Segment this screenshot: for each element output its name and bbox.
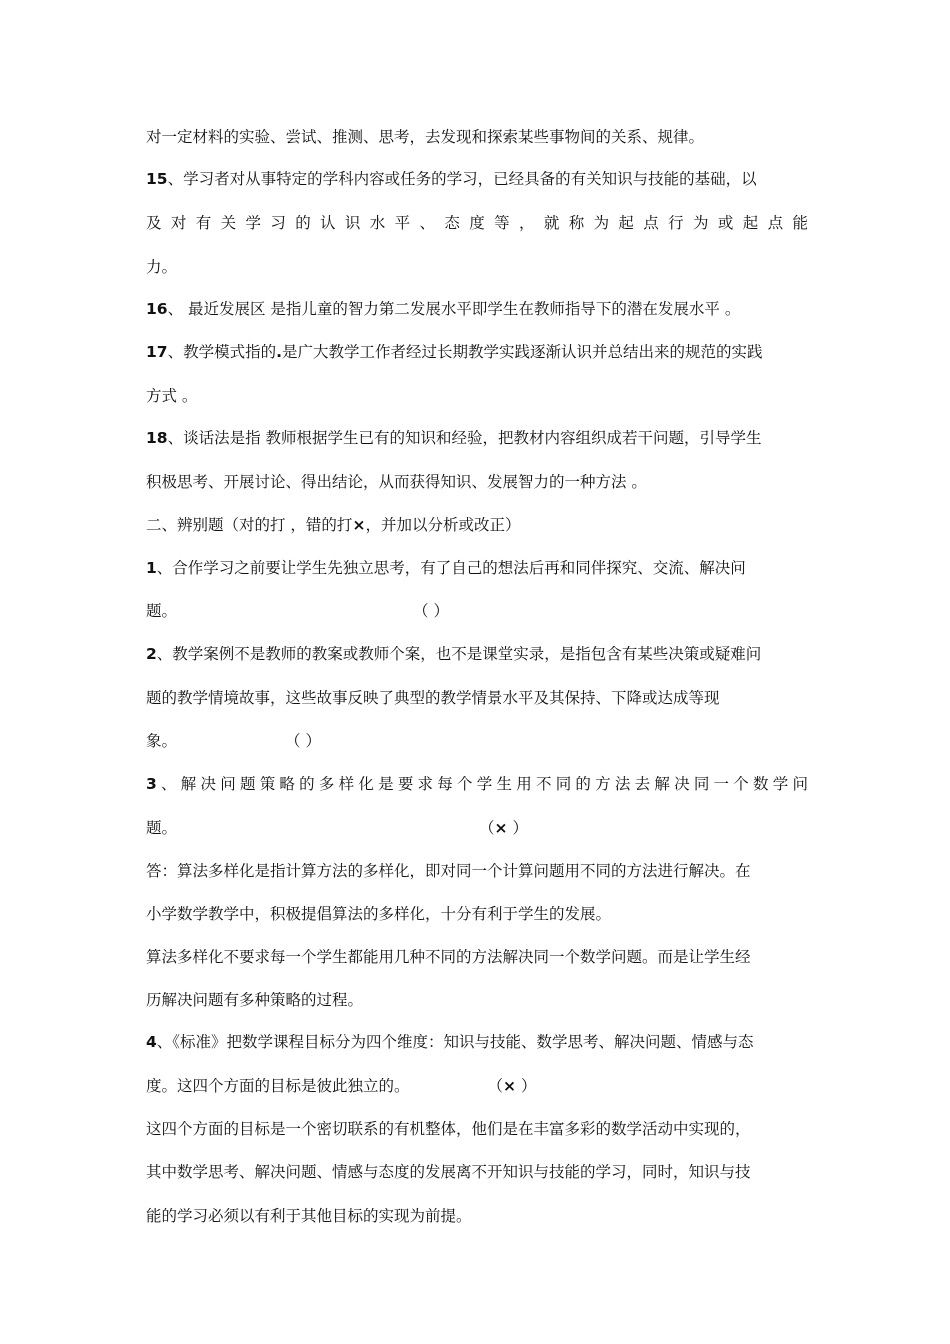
text-line: 题的教学情境故事，这些故事反映了典型的教学情景水平及其保持、下降或达成等现 <box>146 689 720 707</box>
text-line: 象。 （ ） <box>146 732 321 750</box>
text-line: 及对有关学习的认识水平、态度等，就称为起点行为或起点能 <box>146 214 808 232</box>
section-heading: 二、辨别题（对的打 ，错的打×，并加以分析或改正） <box>146 516 521 534</box>
cross-mark: × <box>352 516 366 534</box>
item-15: 15、学习者对从事特定的学科内容或任务的学习，已经具备的有关知识与技能的基础，以 <box>146 170 757 188</box>
text-line: 这四个方面的目标是一个密切联系的有机整体，他们是在丰富多彩的数学活动中实现的， <box>146 1120 751 1138</box>
item-4: 4、《标准》把数学课程目标分为四个维度：知识与技能、数学思考、解决问题、情感与态 <box>146 1033 754 1051</box>
text-line: 题。 （× ） <box>146 819 528 837</box>
text-line: 度。这四个方面的目标是彼此独立的。 （× ） <box>146 1077 537 1095</box>
item-17: 17、教学模式指的.是广大教学工作者经过长期教学实践逐渐认识并总结出来的规范的实践 <box>146 343 763 361</box>
answer-paren: （ ） <box>285 732 321 750</box>
item-number: 3 <box>146 775 157 793</box>
text-line: 其中数学思考、解决问题、情感与态度的发展离不开知识与技能的学习，同时，知识与技 <box>146 1163 751 1181</box>
text-line: 方式 。 <box>146 387 198 405</box>
item-number: 1 <box>146 559 157 577</box>
item-16: 16、 最近发展区 是指儿童的智力第二发展水平即学生在教师指导下的潜在发展水平 。 <box>146 300 741 318</box>
text-line: 对一定材料的实验、尝试、推测、思考，去发现和探索某些事物间的关系、规律。 <box>146 128 705 146</box>
answer-text: 答：算法多样化是指计算方法的多样化，即对同一个计算问题用不同的方法进行解决。在 <box>146 862 751 880</box>
answer-paren: （ ） <box>413 602 449 620</box>
item-number: 17 <box>146 343 168 361</box>
item-3: 3、解决问题策略的多样化是要求每个学生用不同的方法去解决同一个数学问 <box>146 775 808 793</box>
item-number: 2 <box>146 645 157 663</box>
cross-mark: × <box>494 819 508 837</box>
item-number: 18 <box>146 429 168 447</box>
item-18: 18、谈话法是指 教师根据学生已有的知识和经验，把教材内容组织成若干问题，引导学生 <box>146 429 762 447</box>
item-2: 2、教学案例不是教师的教案或教师个案，也不是课堂实录，是指包含有某些决策或疑难问 <box>146 645 762 663</box>
text-line: 历解决问题有多种策略的过程。 <box>146 991 364 1009</box>
text-line: 力。 <box>146 258 178 276</box>
cross-mark: × <box>503 1077 517 1095</box>
text-line: 小学数学教学中，积极提倡算法的多样化，十分有利于学生的发展。 <box>146 905 612 923</box>
item-number: 15 <box>146 170 168 188</box>
item-number: 4 <box>146 1033 157 1051</box>
text-line: 能的学习必须以有利于其他目标的实现为前提。 <box>146 1207 472 1225</box>
text-line: 算法多样化不要求每一个学生都能用几种不同的方法解决同一个数学问题。而是让学生经 <box>146 948 751 966</box>
item-1: 1、合作学习之前要让学生先独立思考，有了自己的想法后再和同伴探究、交流、解决问 <box>146 559 746 577</box>
text-line: 积极思考、开展讨论、得出结论，从而获得知识、发展智力的一种方法 。 <box>146 473 647 491</box>
text-line: 题。 （ ） <box>146 602 449 620</box>
item-number: 16 <box>146 300 168 318</box>
